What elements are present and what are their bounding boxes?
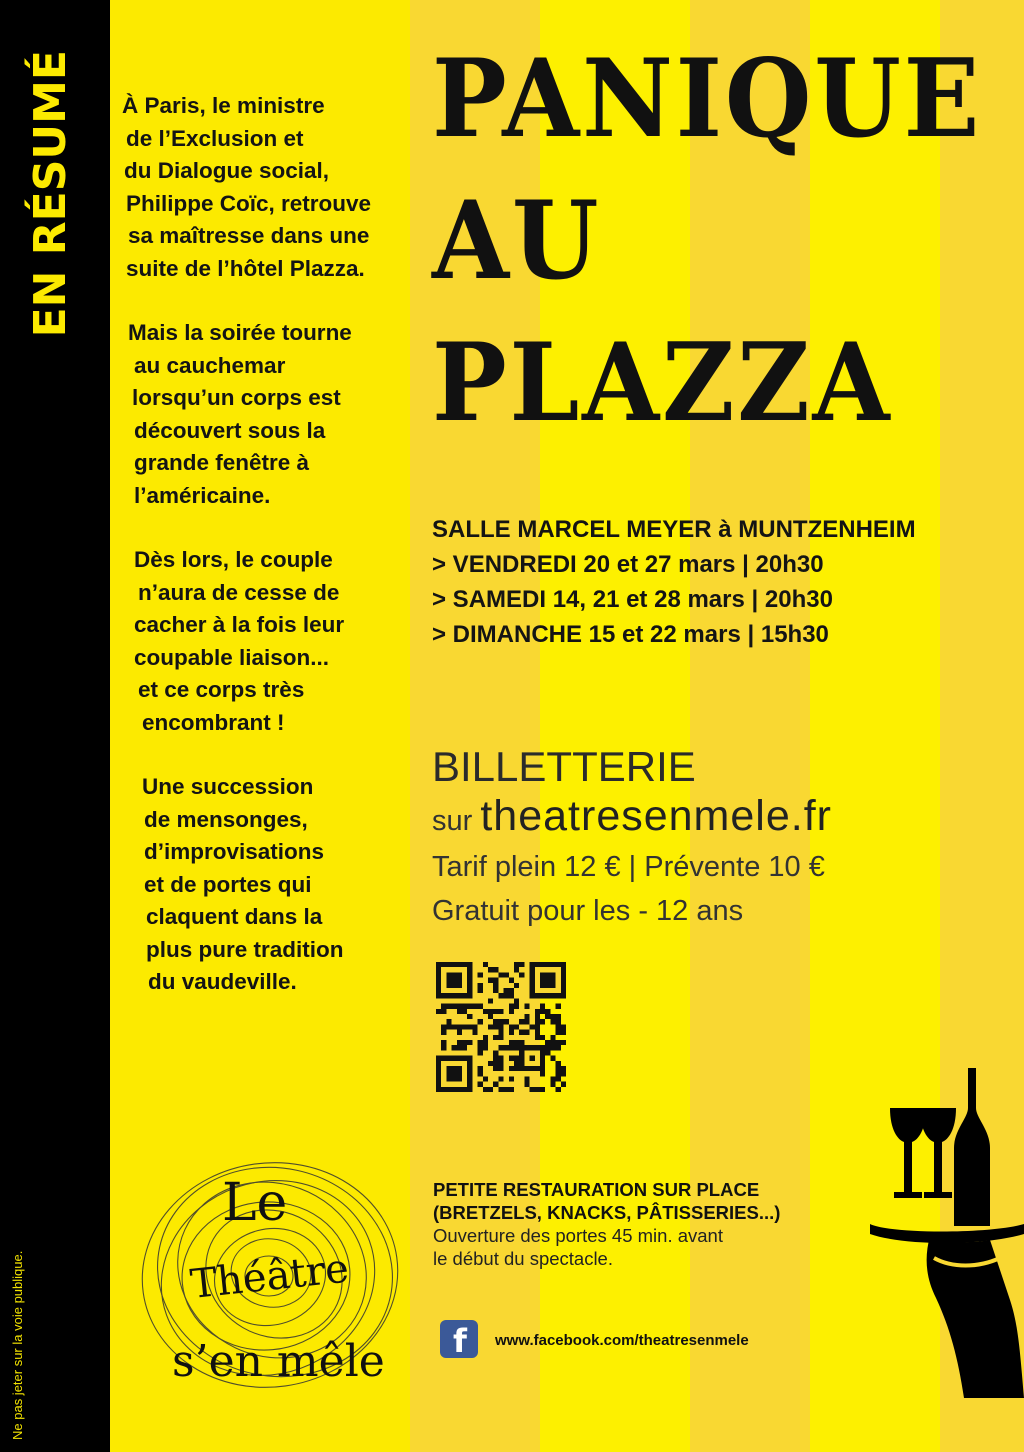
catering-line: PETITE RESTAURATION SUR PLACE [433, 1179, 760, 1200]
doors-line: Ouverture des portes 45 min. avant [433, 1225, 723, 1246]
catering-line: (BRETZELS, KNACKS, PÂTISSERIES...) [433, 1202, 781, 1223]
theatre-logo [130, 1150, 420, 1400]
ticketing-heading: BILLETTERIE [432, 743, 696, 790]
facebook-link[interactable]: www.facebook.com/theatresenmele [495, 1332, 749, 1349]
synopsis-line: claquent dans la [146, 904, 323, 929]
title-line: PANIQUE [432, 36, 983, 162]
title-line: PLAZZA [432, 320, 893, 446]
synopsis-line: de l’Exclusion et [126, 125, 304, 151]
logo-word: s’en mêle [172, 1336, 385, 1387]
synopsis-line: et ce corps très [138, 677, 305, 702]
side-heading: EN RÉSUMÉ [25, 50, 76, 338]
show-title [432, 28, 982, 454]
synopsis-line: coupable liaison... [134, 644, 330, 670]
synopsis-line: et de portes qui [144, 871, 312, 897]
ticketing-site [432, 792, 832, 845]
schedule-line: > VENDREDI 20 et 27 mars | 20h30 [432, 551, 824, 578]
synopsis-line: sa maîtresse dans une [128, 223, 370, 248]
synopsis-paragraph [118, 544, 408, 739]
synopsis-line: d’improvisations [144, 839, 325, 864]
qr-code[interactable] [436, 962, 566, 1092]
synopsis-line: encombrant ! [142, 709, 285, 735]
synopsis-line: Philippe Coïc, retrouve [126, 190, 372, 216]
synopsis-line: de mensonges, [144, 806, 308, 832]
synopsis-line: plus pure tradition [146, 936, 344, 962]
synopsis-paragraph [118, 771, 408, 999]
synopsis-line: suite de l’hôtel Plazza. [126, 255, 365, 281]
waiter-tray-icon [870, 1068, 1024, 1398]
free-entry-line: Gratuit pour les - 12 ans [432, 895, 744, 927]
site-prefix: sur [432, 805, 473, 837]
synopsis-line: n’aura de cesse de [138, 579, 340, 605]
synopsis-line: Mais la soirée tourne [128, 320, 352, 345]
schedule-line: > DIMANCHE 15 et 22 mars | 15h30 [432, 621, 829, 648]
ticketing-url[interactable]: theatresenmele.fr [480, 792, 832, 840]
synopsis-line: du Dialogue social, [124, 158, 330, 183]
catering-info [433, 1178, 780, 1270]
synopsis-line: découvert sous la [134, 417, 326, 443]
venue: SALLE MARCEL MEYER à MUNTZENHEIM [432, 516, 916, 543]
doors-line: le début du spectacle. [433, 1248, 613, 1269]
facebook-icon[interactable] [440, 1320, 478, 1358]
synopsis-line: cacher à la fois leur [134, 612, 345, 637]
schedule [432, 512, 916, 652]
schedule-line: > SAMEDI 14, 21 et 28 mars | 20h30 [432, 586, 833, 613]
synopsis-paragraph [118, 90, 408, 285]
synopsis-line: du vaudeville. [148, 969, 297, 994]
logo-word: Le [222, 1173, 288, 1233]
ticketing [432, 742, 832, 933]
synopsis-line: au cauchemar [134, 352, 286, 378]
synopsis-line: lorsqu’un corps est [132, 385, 341, 410]
synopsis-line: À Paris, le ministre [122, 93, 325, 118]
synopsis-line: Une succession [142, 774, 314, 799]
synopsis-paragraph [118, 317, 408, 512]
facebook-letter: f [453, 1322, 467, 1360]
disposal-note: Ne pas jeter sur la voie publique. [10, 1250, 25, 1440]
synopsis-line: Dès lors, le couple [134, 547, 333, 572]
price-line: Tarif plein 12 € | Prévente 10 € [432, 851, 825, 883]
synopsis-line: grande fenêtre à [134, 450, 310, 475]
synopsis [118, 90, 408, 1031]
title-line: AU [432, 178, 602, 304]
logo-word: Théâtre [188, 1245, 352, 1308]
synopsis-line: l’américaine. [134, 482, 271, 508]
